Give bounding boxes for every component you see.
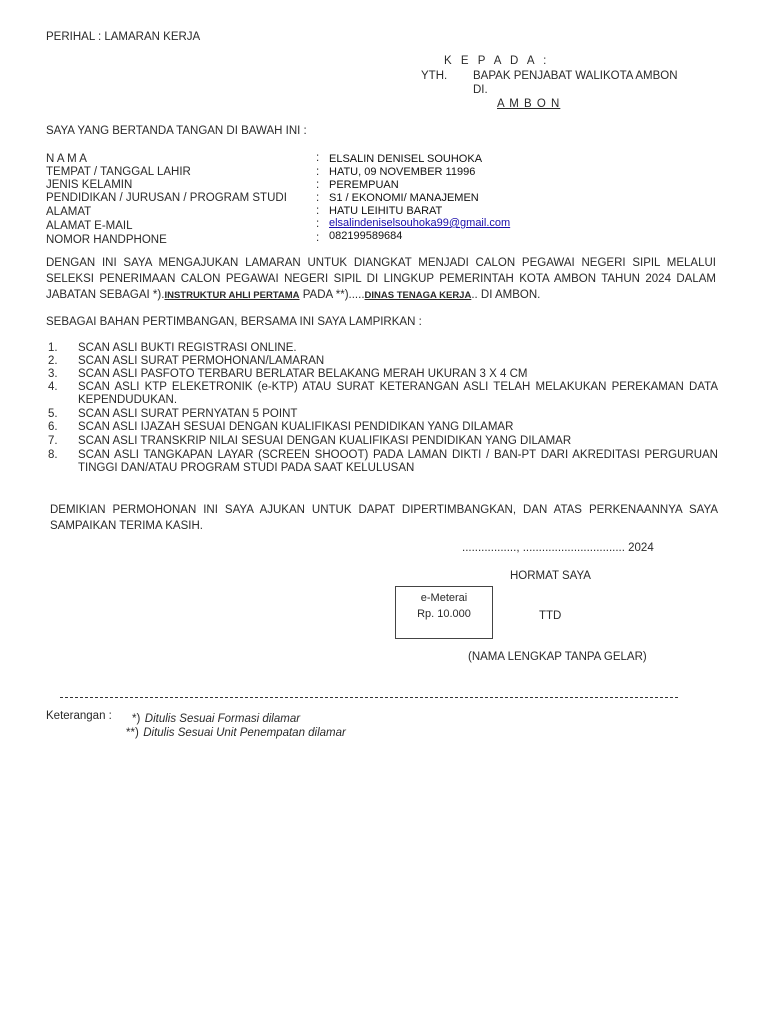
field-value-birth: HATU, 09 NOVEMBER 11996: [329, 166, 476, 178]
intro-line: SAYA YANG BERTANDA TANGAN DI BAWAH INI :: [46, 125, 307, 137]
field-value-address: HATU LEIHITU BARAT: [329, 205, 443, 217]
list-item: SCAN ASLI BUKTI REGISTRASI ONLINE.: [78, 342, 297, 354]
list-item: SCAN ASLI SURAT PERMOHONAN/LAMARAN: [78, 355, 325, 367]
note-2: [126, 723, 346, 741]
list-number: 8.: [48, 449, 58, 461]
field-separator: :: [316, 152, 320, 164]
list-item: SCAN ASLI IJAZAH SESUAI DENGAN KUALIFIKASI PENDIDIKAN YANG DILAMAR: [78, 421, 514, 433]
field-separator: :: [316, 179, 320, 191]
list-number: 5.: [48, 408, 58, 420]
list-number: 7.: [48, 435, 58, 447]
di-label: DI.: [473, 84, 488, 96]
list-number: 3.: [48, 368, 58, 380]
field-label: N A M A: [46, 153, 87, 165]
note-text: Ditulis Sesuai Formasi dilamar: [144, 713, 301, 725]
city-name: A M B O N: [497, 98, 561, 110]
list-item: SCAN ASLI TANGKAPAN LAYAR (SCREEN SHOOOT) PADA LAMAN DIKTI / BAN-PT DARI AKREDITASI PERGURUAN TINGGI DAN/ATAU PROGRAM STUDI PADA SAAT KELULUSAN: [78, 449, 718, 474]
list-number: 6.: [48, 421, 58, 433]
dashed-divider: [60, 697, 678, 698]
field-separator: :: [316, 192, 320, 204]
emeterai-box: [395, 586, 493, 639]
statement-part1: DENGAN INI SAYA MENGAJUKAN LAMARAN UNTUK DIANGKAT MENJADI CALON PEGAWAI NEGERI SIPIL MELALUI SELEKSI PENERIMAAN CALON PEGAWAI NEGERI SIPIL DI LINGKUP PEMERINTAH KOTA AMBON TAHUN 2024 DALAM JABATAN SEBAGAI *).: [46, 257, 716, 301]
list-item: SCAN ASLI KTP ELEKETRONIK (e-KTP) ATAU SURAT KETERANGAN ASLI TELAH MELAKUKAN PEREKAMAN DATA KEPENDUDUKAN.: [78, 381, 718, 406]
emeterai-title: e-Meterai: [420, 592, 468, 604]
list-item: SCAN ASLI SURAT PERNYATAN 5 POINT: [78, 408, 298, 420]
field-value-name: ELSALIN DENISEL SOUHOKA: [329, 153, 483, 165]
field-label: PENDIDIKAN / JURUSAN / PROGRAM STUDI: [46, 192, 287, 204]
field-label: ALAMAT: [46, 206, 92, 218]
yth-label: YTH.: [421, 70, 448, 82]
field-value-email-link[interactable]: elsalindeniselsouhoka99@gmail.com: [329, 217, 511, 229]
field-value-phone: 082199589684: [329, 230, 403, 242]
list-item: SCAN ASLI TRANSKRIP NILAI SESUAI DENGAN KUALIFIKASI PENDIDIKAN YANG DILAMAR: [78, 435, 572, 447]
field-value-education: S1 / EKONOMI/ MANAJEMEN: [329, 192, 479, 204]
unit-value: DINAS TENAGA KERJA: [364, 290, 472, 301]
list-number: 2.: [48, 355, 58, 367]
statement-part2: PADA **).....: [299, 289, 365, 301]
list-item: SCAN ASLI PASFOTO TERBARU BERLATAR BELAKANG MERAH UKURAN 3 X 4 CM: [78, 368, 528, 380]
field-label: TEMPAT / TANGGAL LAHIR: [46, 166, 191, 178]
field-separator: :: [316, 232, 320, 244]
name-hint: (NAMA LENGKAP TANPA GELAR): [468, 651, 647, 663]
subject-line: PERIHAL : LAMARAN KERJA: [46, 31, 201, 43]
field-value-gender: PEREMPUAN: [329, 179, 399, 191]
list-number: 4.: [48, 381, 58, 393]
note-mark: *): [132, 713, 141, 725]
list-number: 1.: [48, 342, 58, 354]
jabatan-value: INSTRUKTUR AHLI PERTAMA: [164, 290, 300, 301]
emeterai-value: Rp. 10.000: [417, 608, 471, 620]
recipient-name: BAPAK PENJABAT WALIKOTA AMBON: [473, 70, 678, 82]
closing-paragraph: DEMIKIAN PERMOHONAN INI SAYA AJUKAN UNTUK DAPAT DIPERTIMBANGKAN, DAN ATAS PERKENAANNYA SAYA SAMPAIKAN TERIMA KASIH.: [50, 504, 718, 532]
note-mark: **): [126, 727, 139, 739]
notes-label: Keterangan :: [46, 710, 112, 722]
ttd-text: TTD: [539, 610, 562, 622]
statement-paragraph: [46, 255, 716, 304]
regards-text: HORMAT SAYA: [510, 570, 591, 582]
kepada-label: K E P A D A :: [444, 55, 550, 67]
field-separator: :: [316, 218, 320, 230]
field-label: JENIS KELAMIN: [46, 179, 133, 191]
field-separator: :: [316, 205, 320, 217]
date-line: ................., ................................ 2024: [462, 542, 654, 554]
note-text: Ditulis Sesuai Unit Penempatan dilamar: [143, 727, 346, 739]
statement-part3: .. DI AMBON.: [471, 289, 541, 301]
field-label: ALAMAT E-MAIL: [46, 220, 133, 232]
field-label: NOMOR HANDPHONE: [46, 234, 167, 246]
field-separator: :: [316, 166, 320, 178]
attachments-intro: SEBAGAI BAHAN PERTIMBANGAN, BERSAMA INI SAYA LAMPIRKAN :: [46, 316, 422, 328]
